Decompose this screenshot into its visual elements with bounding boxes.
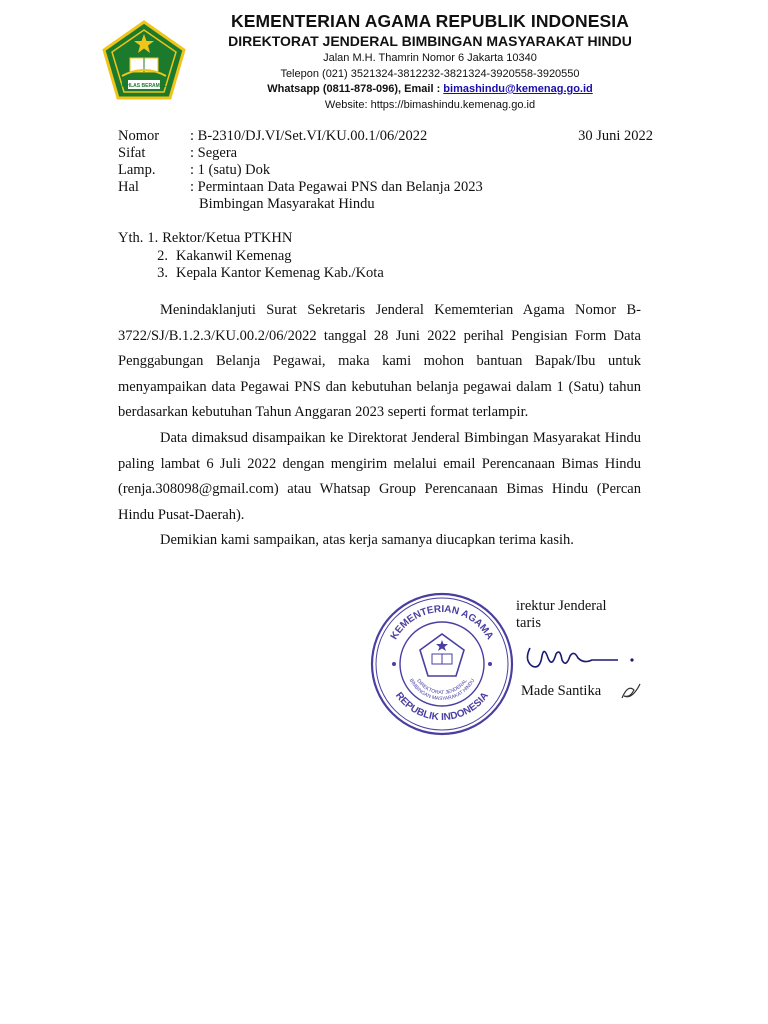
signatory-name: Made Santika (521, 683, 602, 699)
yth-prefix: Yth. (118, 230, 144, 246)
ministry-title: KEMENTERIAN AGAMA REPUBLIK INDONESIA (230, 11, 629, 31)
recipient-num: 2. (157, 247, 168, 264)
recipient-num: 1. (147, 230, 159, 246)
hal-value-2: Bimbingan Masyarakat Hindu (199, 196, 375, 212)
nomor-label: Nomor (118, 128, 160, 144)
lamp-label: Lamp. (118, 162, 156, 178)
nomor-value: : B-2310/DJ.VI/Set.VI/KU.00.1/06/2022 (190, 128, 428, 144)
contact-line (190, 82, 670, 98)
recipient-num: 3. (157, 265, 168, 281)
directorate-title: DIREKTORAT JENDERAL BIMBINGAN MASYARAKAT HINDU (228, 33, 632, 49)
letter-body (118, 298, 641, 554)
sifat-label: Sifat (118, 145, 146, 161)
phone: Telepon (021) 3521324-3812232-3821324-3920558-3920550 (280, 67, 580, 80)
official-stamp (368, 590, 516, 738)
signature-title (516, 598, 607, 632)
recipient-text: Kakanwil Kemenag (176, 247, 292, 264)
logo-motto: IKHLAS BERAMAL (121, 83, 167, 89)
whatsapp-text: Whatsapp (0811-878-096), Email : (267, 83, 444, 95)
letter-date: 30 Juni 2022 (578, 128, 653, 144)
recipient-text: Kepala Kantor Kemenag Kab./Kota (176, 265, 384, 281)
signature-title-line-2: taris (516, 615, 541, 631)
hal-value: : Permintaan Data Pegawai PNS dan Belanja 2023 (190, 179, 483, 195)
hal-label: Hal (118, 179, 139, 195)
stamp-inner-text-2: BIMBINGAN MASYARAKAT HINDU (407, 677, 477, 703)
letter-meta (118, 128, 653, 213)
body-paragraph-3: Demikian kami sampaikan, atas kerja samanya diucapkan terima kasih. (160, 532, 574, 549)
email-link[interactable]: bimashindu@kemenag.go.id (443, 83, 593, 95)
lamp-value: : 1 (satu) Dok (190, 162, 271, 178)
body-paragraph-1: Menindaklanjuti Surat Sekretaris Jenderal Kememterian Agama Nomor B-3722/SJ/B.1.2.3/KU.00.2/06/2022 tanggal 28 Juni 2022 perihal Pengisian Form Data Penggabungan Belanja Pegawai, maka kami mohon bantuan Bapak/Ibu untuk menyampaikan data Pegawai PNS dan kebutuhan belanja pegawai dalam 1 (Satu) tahun berdasarkan kebutuhan Tahun Anggaran 2023 seperti format terlampir. (118, 302, 641, 421)
handwritten-signature (522, 638, 642, 678)
recipient-text: Rektor/Ketua PTKHN (162, 230, 293, 246)
paraf-mark (618, 680, 644, 702)
body-paragraph-2: Data dimaksud disampaikan ke Direktorat Jenderal Bimbingan Masyarakat Hindu paling lambat 6 Juli 2022 dengan mengirim melalui email Perencanaan Bimas Hindu (renja.308098@gmail.com) atau Whatsap Group Perencanaan Bimas Hindu (Percan Hindu Pusat-Daerah). (118, 429, 641, 523)
stamp-inner-text-1: DIREKTORAT JENDERAL (415, 678, 469, 697)
website: Website: https://bimashindu.kemenag.go.id (324, 98, 536, 111)
signature-title-line-1: irektur Jenderal (516, 598, 607, 614)
stamp-star-icon (436, 640, 448, 651)
recipients (118, 230, 384, 283)
stamp-top-text: KEMENTERIAN AGAMA (388, 603, 496, 642)
stamp-bottom-text: REPUBLIK INDONESIA (393, 690, 491, 724)
address: Jalan M.H. Thamrin Nomor 6 Jakarta 10340 (323, 52, 537, 64)
kemenag-logo (100, 20, 188, 102)
sifat-value: : Segera (190, 145, 238, 161)
letterhead (190, 10, 670, 113)
